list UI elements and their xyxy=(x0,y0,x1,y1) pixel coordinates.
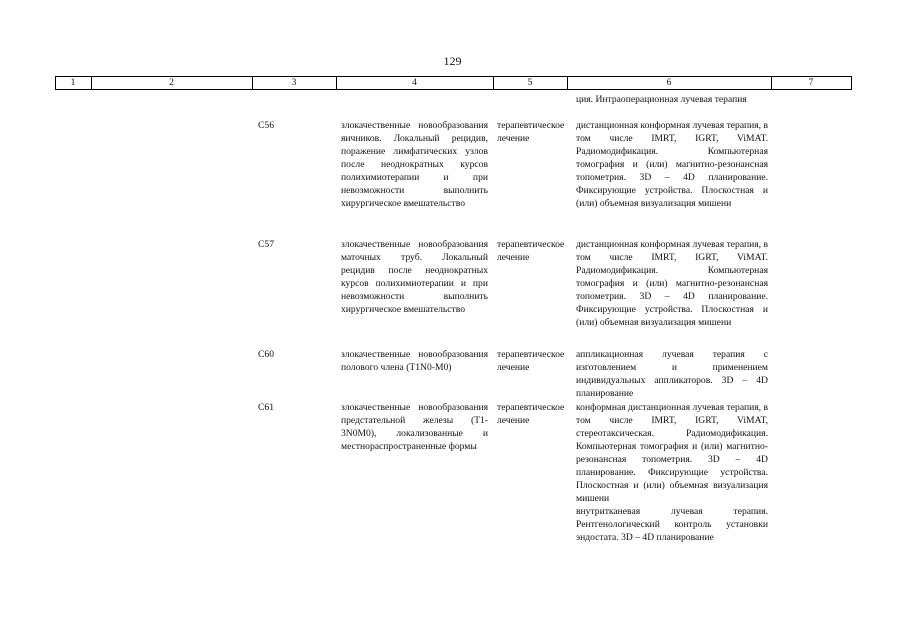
treatment-method-text: конформная дистанционная лучевая терапия, в том числе IMRT, IGRT, ViMAT, стереотаксическая. Радиомодификация. Компьютерная томография и (или) магнитно-резонансная топометрия. 3D – 4D планирование. Фиксирующие устройства. Плоскостная и (или) объемная визуализация мишени xyxy=(576,402,768,504)
treatment-method: дистанционная конформная лучевая терапия, в том числе IMRT, IGRT, ViMAT. Радиомодификация. Компьютерная томография и (или) магнитно-резонансная топометрия. 3D – 4D планирование. Фиксирующие устройства. Плоскостная и (или) объемная визуализация мишени xyxy=(576,239,768,328)
treatment-method xyxy=(576,401,768,544)
treatment-method: дистанционная конформная лучевая терапия, в том числе IMRT, IGRT, ViMAT. Радиомодификация. Компьютерная томография и (или) магнитно-резонансная топометрия. 3D – 4D планирование. Фиксирующие устройства. Плоскостная и (или) объемная визуализация мишени xyxy=(576,120,768,209)
column-header-6: 6 xyxy=(666,78,672,88)
column-divider xyxy=(851,76,852,90)
treatment-type: терапевтическое лечение xyxy=(497,239,565,263)
column-header-2: 2 xyxy=(169,78,174,88)
treatment-type: терапевтическое лечение xyxy=(497,120,565,144)
column-header-4: 4 xyxy=(412,78,417,88)
condition-text: злокачественные новообразования маточных труб. Локальный рецидив после неоднократных курсов полихимиотерапии и при невозможности выполнить хирургическое вмешательство xyxy=(341,239,488,315)
column-header-3: 3 xyxy=(291,78,297,88)
diagnosis-code: C56 xyxy=(258,120,274,131)
header-bottom-rule xyxy=(55,89,852,90)
column-header-1: 1 xyxy=(70,78,76,88)
continuation-text: ция. Интраоперационная лучевая терапия xyxy=(576,94,747,105)
diagnosis-code: C57 xyxy=(258,239,274,250)
treatment-type: терапевтическое лечение xyxy=(497,402,565,426)
column-header-5: 5 xyxy=(527,78,533,88)
column-header-7: 7 xyxy=(808,78,814,88)
condition-text: злокачественные новообразования предстательной железы (T1-3N0M0), локализованные и местнораспространенные формы xyxy=(341,402,488,452)
treatment-method-extra: внутритканевая лучевая терапия. Рентгенологический контроль установки эндостата. 3D – 4D планирование xyxy=(576,506,768,543)
condition-text: злокачественные новообразования яичников. Локальный рецидив, поражение лимфатических узлов после неоднократных курсов полихимиотерапии и при невозможности выполнить хирургическое вмешательство xyxy=(341,120,488,209)
page-number: 129 xyxy=(443,54,462,68)
diagnosis-code: C61 xyxy=(258,402,274,413)
treatment-method: аппликационная лучевая терапия с изготовлением и применением индивидуальных аппликаторов. 3D – 4D планирование xyxy=(576,349,768,399)
diagnosis-code: C60 xyxy=(258,349,274,360)
condition-text: злокачественные новообразования полового члена (T1N0-M0) xyxy=(341,349,488,373)
treatment-type: терапевтическое лечение xyxy=(497,349,565,373)
